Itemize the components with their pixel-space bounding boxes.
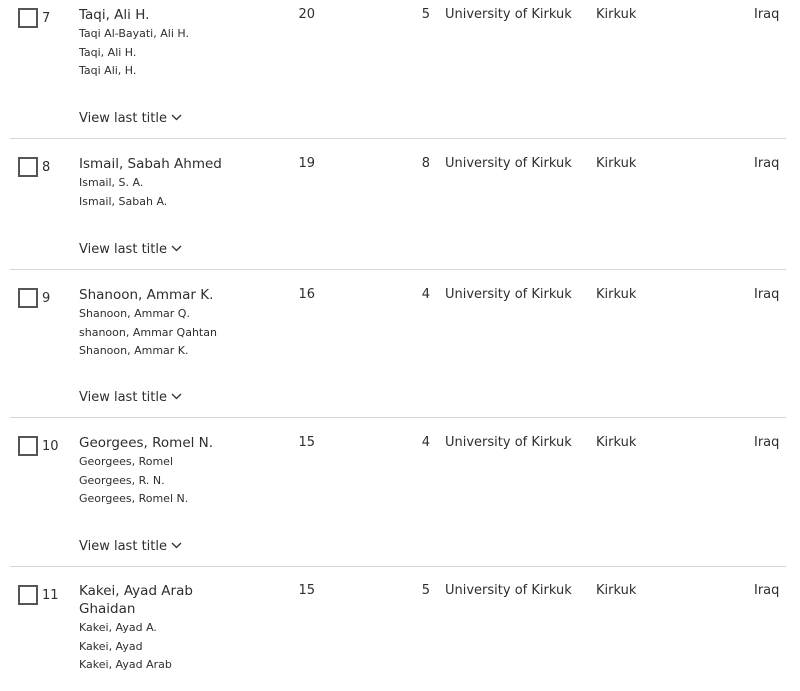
name-variant: Georgees, Romel bbox=[79, 455, 174, 468]
view-last-title-label: View last title bbox=[79, 539, 167, 554]
name-variants bbox=[79, 453, 229, 509]
author-name-link[interactable]: Kakei, Ayad Arab Ghaidan bbox=[79, 583, 193, 617]
city: Kirkuk bbox=[596, 583, 637, 598]
name-variant: Taqi Ali, H. bbox=[79, 64, 137, 77]
author-cell bbox=[79, 155, 229, 211]
country: Iraq bbox=[754, 583, 780, 598]
documents-count: 16 bbox=[298, 287, 315, 302]
author-name-link[interactable]: Ismail, Sabah Ahmed bbox=[79, 156, 222, 172]
row-checkbox[interactable] bbox=[18, 288, 38, 308]
city: Kirkuk bbox=[596, 7, 637, 22]
view-last-title-button[interactable] bbox=[79, 110, 182, 128]
name-variant: Shanoon, Ammar Q. bbox=[79, 307, 190, 320]
author-cell bbox=[79, 6, 229, 81]
row-number: 10 bbox=[42, 439, 59, 454]
h-index: 5 bbox=[421, 7, 430, 22]
country: Iraq bbox=[754, 435, 780, 450]
name-variant: Taqi Al-Bayati, Ali H. bbox=[79, 27, 189, 40]
table-row bbox=[10, 418, 786, 567]
author-cell bbox=[79, 434, 229, 509]
name-variant: Georgees, Romel N. bbox=[79, 492, 189, 505]
author-cell bbox=[79, 582, 229, 675]
view-last-title-label: View last title bbox=[79, 242, 167, 257]
view-last-title-button[interactable] bbox=[79, 389, 182, 407]
view-last-title-button[interactable] bbox=[79, 241, 182, 259]
chevron-down-icon bbox=[171, 114, 182, 121]
view-last-title-button[interactable] bbox=[79, 538, 182, 556]
documents-count: 15 bbox=[298, 583, 315, 598]
view-last-title-label: View last title bbox=[79, 390, 167, 405]
affiliation: University of Kirkuk bbox=[445, 7, 572, 22]
table-row bbox=[10, 139, 786, 270]
documents-count: 19 bbox=[298, 156, 315, 171]
affiliation: University of Kirkuk bbox=[445, 435, 572, 450]
documents-count: 15 bbox=[298, 435, 315, 450]
chevron-down-icon bbox=[171, 393, 182, 400]
affiliation: University of Kirkuk bbox=[445, 287, 572, 302]
author-cell bbox=[79, 286, 229, 361]
row-number: 8 bbox=[42, 160, 51, 175]
h-index: 8 bbox=[421, 156, 430, 171]
name-variant: Ismail, Sabah A. bbox=[79, 194, 168, 208]
city: Kirkuk bbox=[596, 287, 637, 302]
row-number: 9 bbox=[42, 291, 51, 306]
row-checkbox[interactable] bbox=[18, 436, 38, 456]
name-variant: Kakei, Ayad Arab bbox=[79, 658, 172, 671]
row-checkbox[interactable] bbox=[18, 157, 38, 177]
country: Iraq bbox=[754, 7, 780, 22]
h-index: 4 bbox=[421, 287, 430, 302]
name-variant: Taqi, Ali H. bbox=[79, 45, 137, 59]
h-index: 5 bbox=[421, 583, 430, 598]
name-variant: Shanoon, Ammar K. bbox=[79, 344, 189, 357]
author-name-link[interactable]: Taqi, Ali H. bbox=[79, 7, 150, 23]
name-variant: Ismail, S. A. bbox=[79, 176, 144, 189]
row-checkbox[interactable] bbox=[18, 8, 38, 28]
table-row bbox=[10, 270, 786, 418]
country: Iraq bbox=[754, 156, 780, 171]
city: Kirkuk bbox=[596, 156, 637, 171]
documents-count: 20 bbox=[298, 7, 315, 22]
name-variant: Kakei, Ayad bbox=[79, 639, 143, 653]
name-variants bbox=[79, 25, 229, 81]
author-results-list bbox=[10, 0, 786, 691]
country: Iraq bbox=[754, 287, 780, 302]
city: Kirkuk bbox=[596, 435, 637, 450]
name-variant: Georgees, R. N. bbox=[79, 473, 165, 487]
name-variants bbox=[79, 305, 229, 361]
name-variants bbox=[79, 174, 229, 211]
chevron-down-icon bbox=[171, 245, 182, 252]
name-variants bbox=[79, 619, 229, 675]
author-name-link[interactable]: Georgees, Romel N. bbox=[79, 435, 214, 451]
row-number: 11 bbox=[42, 588, 59, 603]
h-index: 4 bbox=[421, 435, 430, 450]
row-checkbox[interactable] bbox=[18, 585, 38, 605]
view-last-title-label: View last title bbox=[79, 111, 167, 126]
table-row bbox=[10, 567, 786, 691]
affiliation: University of Kirkuk bbox=[445, 583, 572, 598]
name-variant: shanoon, Ammar Qahtan bbox=[79, 325, 217, 339]
table-row bbox=[10, 0, 786, 139]
name-variant: Kakei, Ayad A. bbox=[79, 621, 157, 634]
author-name-link[interactable]: Shanoon, Ammar K. bbox=[79, 287, 214, 303]
affiliation: University of Kirkuk bbox=[445, 156, 572, 171]
row-number: 7 bbox=[42, 11, 51, 26]
chevron-down-icon bbox=[171, 542, 182, 549]
